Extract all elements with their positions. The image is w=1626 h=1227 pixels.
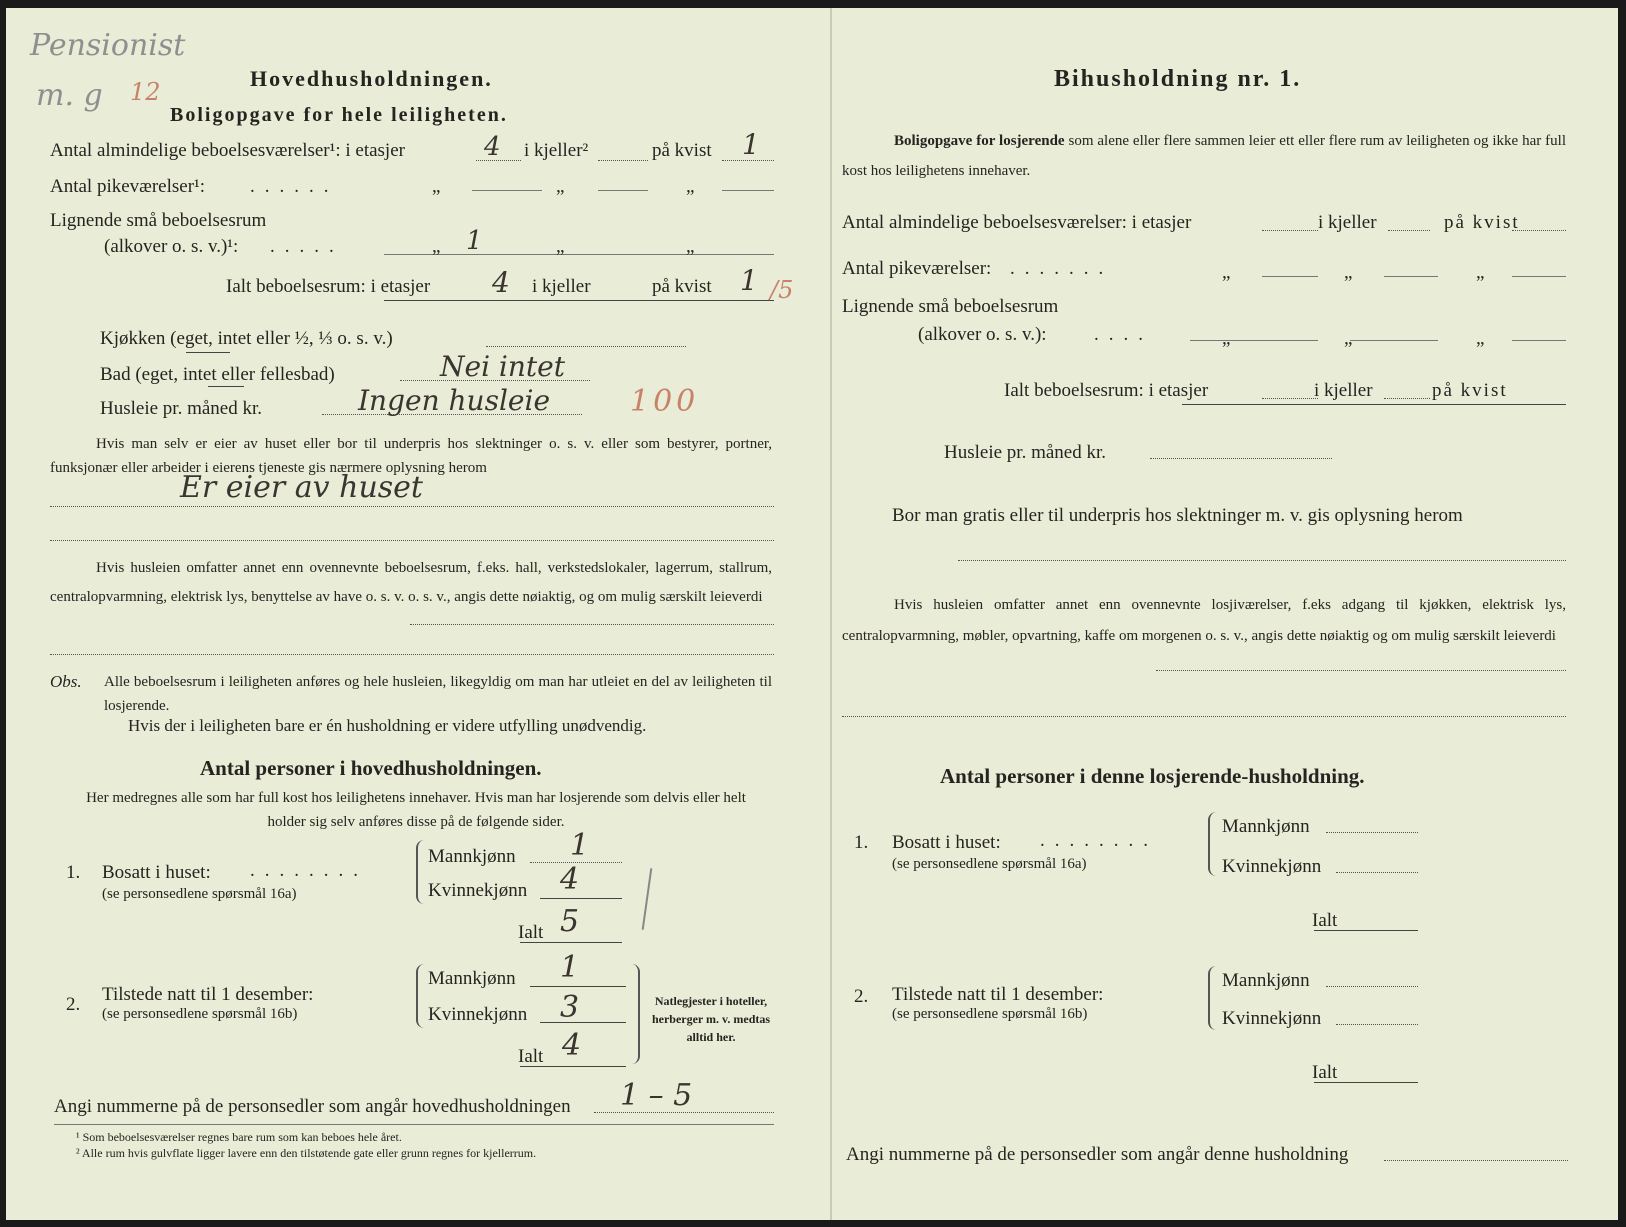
right-q2-label: Tilstede natt til 1 desember: [892, 984, 1104, 1005]
left-row1-kvist: på kvist [652, 140, 712, 161]
left-kjokken: Kjøkken (eget, intet eller ½, ⅓ o. s. v.) [100, 328, 393, 349]
right-q1-mann-label: Mannkjønn [1222, 816, 1310, 837]
left-row2-label: Antal pikeværelser¹: [50, 176, 206, 197]
left-q1-kvinne-label: Kvinnekjønn [428, 880, 528, 901]
left-q1-ialt-label: Ialt [518, 922, 544, 943]
right-husleie: Husleie pr. måned kr. [944, 442, 1106, 463]
left-etasjer-value: 4 [484, 132, 501, 162]
left-persons-note: Her medregnes alle som har full kost hos leilighetens innehaver. Hvis man har losjerende som delvis eller helt holder sig selv anføres disse på de følgende sider. [86, 790, 746, 830]
left-q2-ialt-label: Ialt [518, 1046, 544, 1067]
right-q1-num: 1. [854, 832, 869, 853]
right-persons-title: Antal personer i denne losjerende-husholdning. [940, 764, 1365, 788]
left-q2-sub: (se personsedlene spørsmål 16b) [102, 1006, 298, 1022]
left-q1-mann-value: 1 [570, 828, 590, 863]
left-nattlegjester-note: Natlegjester i hoteller, herberger m. v. medtas alltid her. [651, 994, 771, 1044]
left-kvist-value: 1 [742, 128, 760, 161]
handwritten-pensionist: Pensionist [30, 28, 186, 63]
left-nummerne-value: 1 – 5 [620, 1078, 693, 1113]
right-row3-label-a: Lignende små beboelsesrum [842, 296, 1059, 317]
right-ialt-kjeller: i kjeller [1314, 380, 1373, 401]
right-row2-label: Antal pikeværelser: [842, 258, 992, 279]
left-q1-sub: (se personsedlene spørsmål 16a) [102, 886, 297, 902]
left-angi: Angi nummerne på de personsedler som angår hovedhusholdningen [54, 1096, 571, 1117]
left-omfatter-note: Hvis husleien omfatter annet enn ovennevnte beboelsesrum, f.eks. hall, verkstedslokaler, lagerrum, stallrum, centralopvarmning, elektrisk lys, benyttelse av have o. s. v. o. s. v., angis dette nøiaktig, og om mulig særskilt leieverdi [50, 560, 772, 605]
left-q1-ialt-value: 5 [560, 904, 580, 939]
left-ialt-etasjer-value: 4 [492, 266, 510, 299]
left-footnote-2: ² Alle rum hvis gulvflate ligger lavere enn den tilstøtende gate eller grunn regnes for kjellerrum. [76, 1146, 537, 1160]
right-q2-num: 2. [854, 986, 869, 1007]
right-q1-sub: (se personsedlene spørsmål 16a) [892, 856, 1087, 872]
handwritten-mark-12: 12 [130, 78, 161, 106]
left-q2-num: 2. [66, 994, 81, 1015]
left-obs-text2: Hvis der i leiligheten bare er én husholdning er videre utfylling unødvendig. [128, 716, 647, 735]
left-q1-label: Bosatt i huset: [102, 862, 211, 883]
right-omfatter-note: Hvis husleien omfatter annet enn ovennevnte losjiværelser, f.eks adgang til kjøkken, elektrisk lys, centralopvarmning, møbler, opvartning, kaffe om morgenen o. s. v., angis dette nøiaktig og om mulig særskilt leieverdi [842, 597, 1566, 644]
left-subheader: Boligopgave for hele leiligheten. [170, 104, 508, 126]
right-intro-text: som alene eller flere sammen leier ett eller flere rum av leiligheten og ikke har full kost hos leilighetens innehaver. [842, 133, 1566, 179]
right-intro-bold: Boligopgave for losjerende [894, 133, 1065, 149]
right-row1-kjeller: i kjeller [1318, 212, 1377, 233]
right-row3-label-b: (alkover o. s. v.): [918, 324, 1047, 345]
right-ialt-kvist: på kvist [1432, 380, 1508, 401]
left-ialt-kjeller: i kjeller [532, 276, 591, 297]
left-row1-kjeller: i kjeller² [524, 140, 589, 161]
right-ialt-label: Ialt beboelsesrum: i etasjer [1004, 380, 1209, 401]
left-ialt-margin-mark: /5 [770, 276, 794, 304]
left-eier-note: Hvis man selv er eier av huset eller bor til underpris hos slektninger o. s. v. eller som bestyrer, portner, funksjonær eller arbeider i eierens tjeneste gis nærmere oplysning herom [50, 436, 772, 476]
left-row3-label-b: (alkover o. s. v.)¹: [104, 236, 239, 257]
right-q1-kvinne-label: Kvinnekjønn [1222, 856, 1322, 877]
left-footnote-1: ¹ Som beboelsesværelser regnes bare rum som kan beboes hele året. [76, 1130, 402, 1144]
left-persons-title: Antal personer i hovedhusholdningen. [200, 756, 542, 780]
left-q1-mann-label: Mannkjønn [428, 846, 516, 867]
right-gratis-note: Bor man gratis eller til underpris hos slektninger m. v. gis oplysning herom [892, 505, 1463, 526]
left-alkover-value: 1 [466, 226, 483, 256]
left-eier-value: Er eier av huset [180, 470, 423, 505]
right-q1-label: Bosatt i huset: [892, 832, 1001, 853]
left-ialt-kvist-value: 1 [740, 264, 758, 297]
right-header: Bihusholdning nr. 1. [1054, 66, 1302, 92]
right-intro [842, 126, 1566, 186]
left-husleie-value: Ingen husleie [358, 384, 551, 417]
left-ialt-kvist: på kvist [652, 276, 712, 297]
right-row1-kvist: på kvist [1444, 212, 1520, 233]
left-q2-label: Tilstede natt til 1 desember: [102, 984, 314, 1005]
left-q2-kvinne-value: 3 [560, 990, 580, 1025]
left-husleie-red: 100 [630, 384, 700, 419]
left-row1-label: Antal almindelige beboelsesværelser¹: i etasjer [50, 140, 405, 161]
left-obs-text: Alle beboelsesrum i leiligheten anføres og hele husleien, likegyldig om man har utleiet en del av leiligheten til losjerende. [104, 674, 772, 714]
right-q1-ialt-label: Ialt [1312, 910, 1338, 931]
left-bad-value: Nei intet [440, 350, 565, 383]
left-obs-label: Obs. [50, 672, 82, 691]
right-q2-kvinne-label: Kvinnekjønn [1222, 1008, 1322, 1029]
left-q2-ialt-value: 4 [562, 1028, 582, 1063]
right-row1-label: Antal almindelige beboelsesværelser: i etasjer [842, 212, 1192, 233]
left-husleie: Husleie pr. måned kr. [100, 398, 262, 419]
left-q2-kvinne-label: Kvinnekjønn [428, 1004, 528, 1025]
left-bad: Bad (eget, intet eller fellesbad) [100, 364, 335, 385]
left-q2-mann-label: Mannkjønn [428, 968, 516, 989]
left-ialt-label: Ialt beboelsesrum: i etasjer [226, 276, 431, 297]
left-header: Hovedhusholdningen. [250, 66, 493, 91]
right-q2-ialt-label: Ialt [1312, 1062, 1338, 1083]
right-q2-mann-label: Mannkjønn [1222, 970, 1310, 991]
left-q1-kvinne-value: 4 [560, 862, 580, 897]
left-q2-mann-value: 1 [560, 950, 580, 985]
page-fold [830, 8, 832, 1220]
handwritten-mg: m. g [36, 78, 103, 113]
left-q1-num: 1. [66, 862, 81, 883]
right-q2-sub: (se personsedlene spørsmål 16b) [892, 1006, 1088, 1022]
right-angi: Angi nummerne på de personsedler som angår denne husholdning [846, 1144, 1349, 1165]
left-row3-label-a: Lignende små beboelsesrum [50, 210, 267, 231]
